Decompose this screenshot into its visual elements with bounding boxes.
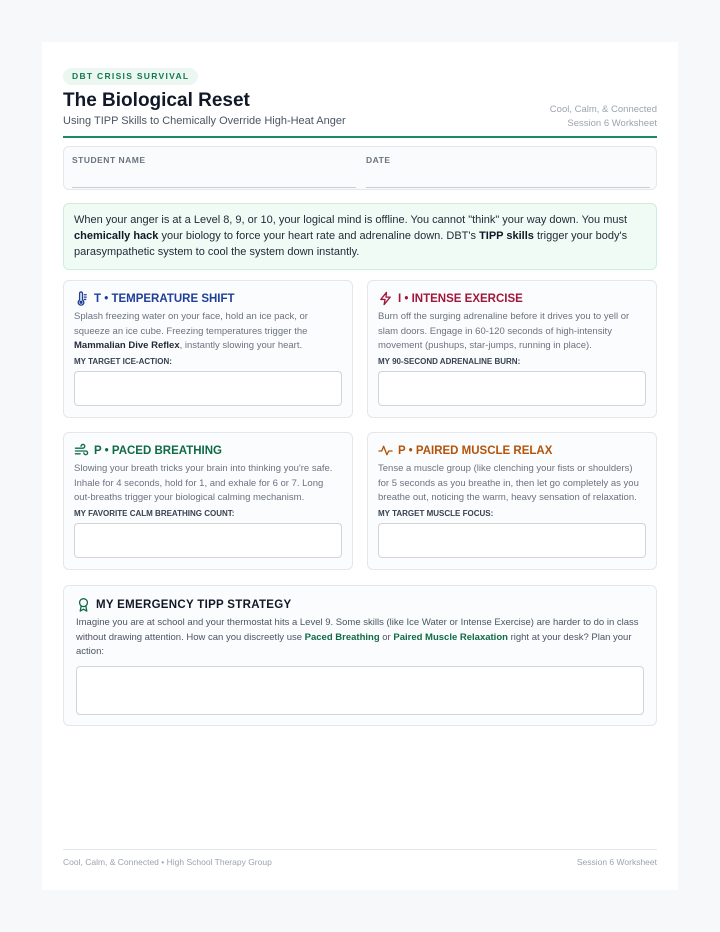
temperature-card xyxy=(63,280,353,418)
temperature-card-title: T • TEMPERATURE SHIFT xyxy=(94,292,235,305)
strategy-body xyxy=(76,616,644,660)
wind-icon xyxy=(74,443,89,458)
temperature-card-body xyxy=(74,310,342,354)
student-name-field[interactable] xyxy=(72,147,356,189)
footer-left: Cool, Calm, & Connected • High School Therapy Group xyxy=(63,857,272,867)
intro-bold-2: TIPP skills xyxy=(479,230,534,242)
strategy-body-2: or xyxy=(379,631,394,643)
intro-bold-1: chemically hack xyxy=(74,230,159,242)
strategy-section xyxy=(63,585,657,726)
meta-session: Session 6 Worksheet xyxy=(567,118,657,129)
exercise-card-header xyxy=(378,291,523,306)
award-icon xyxy=(76,597,91,612)
muscle-card-header xyxy=(378,443,552,458)
page-subtitle: Using TIPP Skills to Chemically Override High-Heat Anger xyxy=(63,115,346,127)
intro-text-2: your biology to force your heart rate and adrenaline down. DBT's xyxy=(158,230,480,242)
breathing-card-body: Slowing your breath tricks your brain into thinking you're safe. Inhale for 4 seconds, hold for 1, and exhale for 6 or 7. Long out-breaths trigger your biological calming mechanism. xyxy=(74,463,333,503)
student-name-label: STUDENT NAME xyxy=(72,155,146,165)
temperature-body-1: Splash freezing water on your face, hold an ice pack, or squeeze an ice cube. Freezing temperatures trigger the xyxy=(74,311,308,337)
temperature-card-header xyxy=(74,291,235,306)
strategy-bold-1: Paced Breathing xyxy=(304,631,380,643)
student-info-box xyxy=(63,146,657,190)
strategy-header xyxy=(76,597,291,612)
date-label: DATE xyxy=(366,155,391,165)
category-tag: DBT CRISIS SURVIVAL xyxy=(63,68,198,85)
footer-right: Session 6 Worksheet xyxy=(576,857,657,867)
page-content xyxy=(63,42,657,890)
thermometer-icon xyxy=(74,291,89,306)
breathing-card-header xyxy=(74,443,222,458)
intro-text-1: When your anger is at a Level 8, 9, or 10, your logical mind is offline. You cannot "think" your way down. You must xyxy=(74,214,628,226)
muscle-card-body: Tense a muscle group (like clenching your fists or shoulders) for 5 seconds as you breathe in, then let go completely as you breathe out, noticing the warm, heavy sensation of relaxation. xyxy=(378,463,639,503)
muscle-input-box[interactable] xyxy=(378,523,646,558)
muscle-card xyxy=(367,432,657,570)
header-divider xyxy=(63,136,657,138)
footer-divider xyxy=(63,849,657,850)
exercise-card-body: Burn off the surging adrenaline before it drives you to yell or slam doors. Engage in 60-120 seconds of high-intensity movement (pushups, star-jumps, running in place). xyxy=(378,311,630,351)
exercise-input-label: MY 90-SECOND ADRENALINE BURN: xyxy=(378,357,521,366)
muscle-input-label: MY TARGET MUSCLE FOCUS: xyxy=(378,509,494,518)
date-line[interactable] xyxy=(366,187,650,188)
meta-group-name: Cool, Calm, & Connected xyxy=(549,104,657,115)
strategy-body-1: Imagine you are at school and your thermostat hits a Level 9. Some skills (like Ice Water or Intense Exercise) are harder to do in class without drawing attention. How can you discreetly use xyxy=(76,617,639,643)
strategy-bold-2: Paired Muscle Relaxation xyxy=(393,631,508,643)
header-meta xyxy=(550,103,657,131)
temperature-body-2: , instantly slowing your heart. xyxy=(179,340,303,351)
student-name-line[interactable] xyxy=(72,187,356,188)
heartbeat-icon xyxy=(378,443,393,458)
strategy-title: MY EMERGENCY TIPP STRATEGY xyxy=(96,598,292,611)
page-title: The Biological Reset xyxy=(63,90,250,111)
strategy-input-box[interactable] xyxy=(76,666,644,715)
breathing-input-label: MY FAVORITE CALM BREATHING COUNT: xyxy=(74,509,235,518)
muscle-card-title: P • PAIRED MUSCLE RELAX xyxy=(398,444,553,457)
intro-callout xyxy=(63,203,657,270)
breathing-input-box[interactable] xyxy=(74,523,342,558)
exercise-input-box[interactable] xyxy=(378,371,646,406)
breathing-card xyxy=(63,432,353,570)
exercise-card xyxy=(367,280,657,418)
lightning-icon xyxy=(378,291,393,306)
temperature-input-box[interactable] xyxy=(74,371,342,406)
date-field[interactable] xyxy=(366,147,650,189)
worksheet-page xyxy=(42,42,678,890)
strategy-body-3: right at your desk? Plan your action: xyxy=(76,631,632,657)
breathing-card-title: P • PACED BREATHING xyxy=(94,444,222,457)
temperature-input-label: MY TARGET ICE-ACTION: xyxy=(74,357,172,366)
intro-text-3: trigger your body's parasympathetic system to cool the system down instantly. xyxy=(74,230,628,258)
temperature-body-bold: Mammalian Dive Reflex xyxy=(74,340,180,351)
exercise-card-title: I • INTENSE EXERCISE xyxy=(398,292,523,305)
